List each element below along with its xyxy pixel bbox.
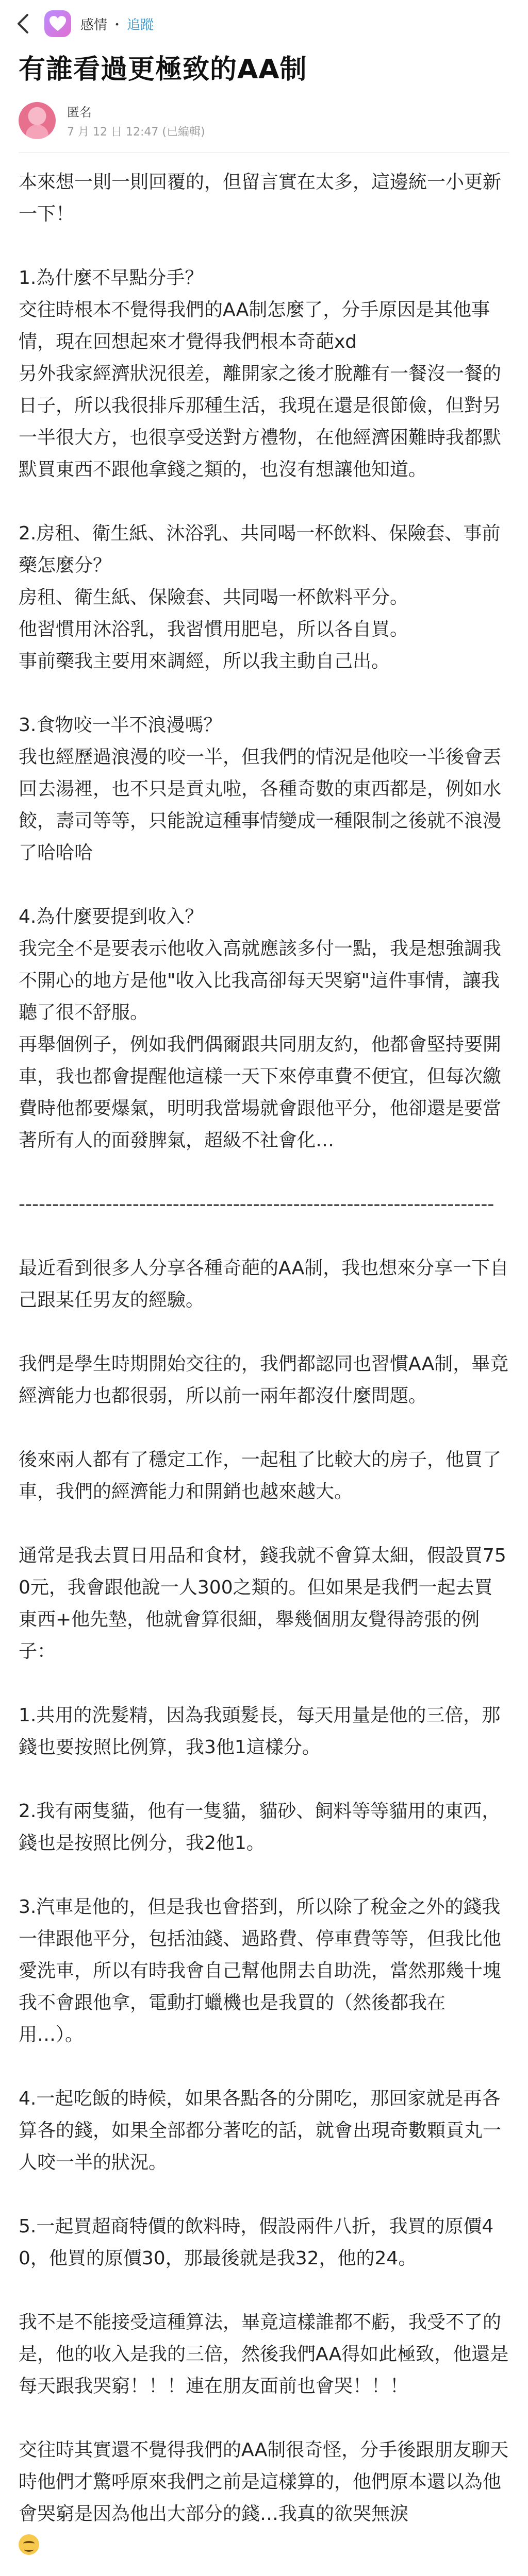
paragraph: 1.為什麼不早點分手？ 交往時根本不覺得我們的AA制怎麼了，分手原因是其他事情，現在回想起來才覺得我們根本奇葩xd 另外我家經濟狀況很差，離開家之後才脫離有一餐沒一餐的日子，所以我很排斥那種生活，我現在還是很節儉，但對另一半很大方，也很享受送對方禮物，在他經濟困難時我都默默買東西不跟他拿錢之類的，也沒有想讓他知道。 (19, 267, 502, 480)
paragraph: 2.我有兩隻貓，他有一隻貓，貓砂、飼料等等貓用的東西，錢也是按照比例分，我2他1。 (19, 1801, 501, 1854)
back-button[interactable] (12, 13, 33, 34)
paragraph: 3.汽車是他的，但是我也會搭到，所以除了稅金之外的錢我一律跟他平分，包括油錢、過路費、停車費等等，但我比他愛洗車，所以有時我會自己幫他開去自助洗，當然那幾十塊我不會跟他拿，電動打蠟機也是我買的（然後都我在用…）。 (19, 1896, 502, 2045)
paragraph: 5.一起買超商特價的飲料時，假設兩件八折，我買的原價40，他買的原價30，那最後就是我32，他的24。 (19, 2216, 494, 2269)
top-bar (0, 0, 528, 47)
chevron-left-icon (16, 13, 29, 34)
last-paragraph-wrap (19, 2434, 509, 2562)
board-icon[interactable] (44, 10, 71, 37)
paragraph: 4.一起吃飯的時候，如果各點各的分開吃，那回家就是再各算各的錢，如果全部都分著吃的話，就會出現奇數顆貢丸一人咬一半的狀況。 (19, 2088, 502, 2173)
post-content (0, 153, 528, 2562)
author-row (0, 88, 528, 152)
avatar[interactable] (19, 102, 56, 139)
paragraph: 我們是學生時期開始交往的，我們都認同也習慣AA制，畢竟經濟能力也都很弱，所以前一兩年都沒什麼問題。 (19, 1353, 509, 1406)
separator-line: ----------------------------------------------------------------------- (19, 1194, 494, 1215)
heart-icon (49, 15, 67, 32)
follow-link[interactable]: 追蹤 (127, 17, 154, 33)
paragraph: 3.食物咬一半不浪漫嗎？ 我也經歷過浪漫的咬一半，但我們的情況是他咬一半後會丟回去湯裡，也不只是貢丸啦，各種奇數的東西都是，例如水餃，壽司等等，只能說這種事情變成一種限制之後就不浪漫了哈哈哈 (19, 715, 502, 863)
paragraph: 通常是我去買日用品和食材，錢我就不會算太細，假設買750元，我會跟他說一人300之類的。但如果是我們一起去買東西+他先墊，他就會算很細，舉幾個朋友覺得誇張的例子： (19, 1545, 506, 1662)
post-timestamp: 7 月 12 日 12:47 (已編輯) (67, 126, 205, 139)
paragraph: 後來兩人都有了穩定工作，一起租了比較大的房子，他買了車，我們的經濟能力和開銷也越來越大。 (19, 1449, 502, 1502)
author-name: 匿名 (67, 105, 92, 120)
paragraph: 1.共用的洗髮精，因為我頭髮長，每天用量是他的三倍，那錢也要按照比例算，我3他1這樣分。 (19, 1705, 501, 1758)
paragraph: 本來想一則一則回覆的，但留言實在太多，這邊統一小更新一下！ (19, 172, 502, 225)
title-section (0, 47, 528, 88)
paragraph: 4.為什麼要提到收入？ 我完全不是要表示他收入高就應該多付一點，我是想強調我不開心的地方是他"收入比我高卻每天哭窮"這件事情，讓我聽了很不舒服。 再舉個例子，例如我們偶爾跟共同朋友約，他都會堅持要開車，我也都會提醒他這樣一天下來停車費不便宜，但每次繳費時他都要爆氣，明明我當場就會跟他平分，他卻還是要當著所有人的面發脾氣，超級不社會化… (19, 906, 502, 1151)
paragraph: 交往時其實還不覺得我們的AA制很奇怪，分手後跟朋友聊天時他們才驚呼原來我們之前是這樣算的，他們原本還以為他會哭窮是因為他出大部分的錢…我真的欲哭無淚 (19, 2439, 509, 2524)
crying-face-icon (19, 2534, 39, 2555)
separator: ・ (110, 17, 124, 33)
paragraph: 我不是不能接受這種算法，畢竟這樣誰都不虧，我受不了的是，他的收入是我的三倍，然後我們AA得如此極致，他還是每天跟我哭窮！！！連在朋友面前也會哭！！！ (19, 2312, 509, 2397)
post-title: 有誰看過更極致的AA制 (19, 54, 307, 85)
board-name[interactable]: 感情 (80, 17, 108, 33)
paragraph: 2.房租、衛生紙、沐浴乳、共同喝一杯飲料、保險套、事前藥怎麼分？ 房租、衛生紙、保險套、共同喝一杯飲料平分。 他習慣用沐浴乳，我習慣用肥皂，所以各自買。 事前藥我主要用來調經，所以我主動自己出。 (19, 523, 501, 672)
author-meta (67, 102, 205, 139)
paragraph: 最近看到很多人分享各種奇葩的AA制，我也想來分享一下自己跟某任男友的經驗。 (19, 1258, 509, 1311)
